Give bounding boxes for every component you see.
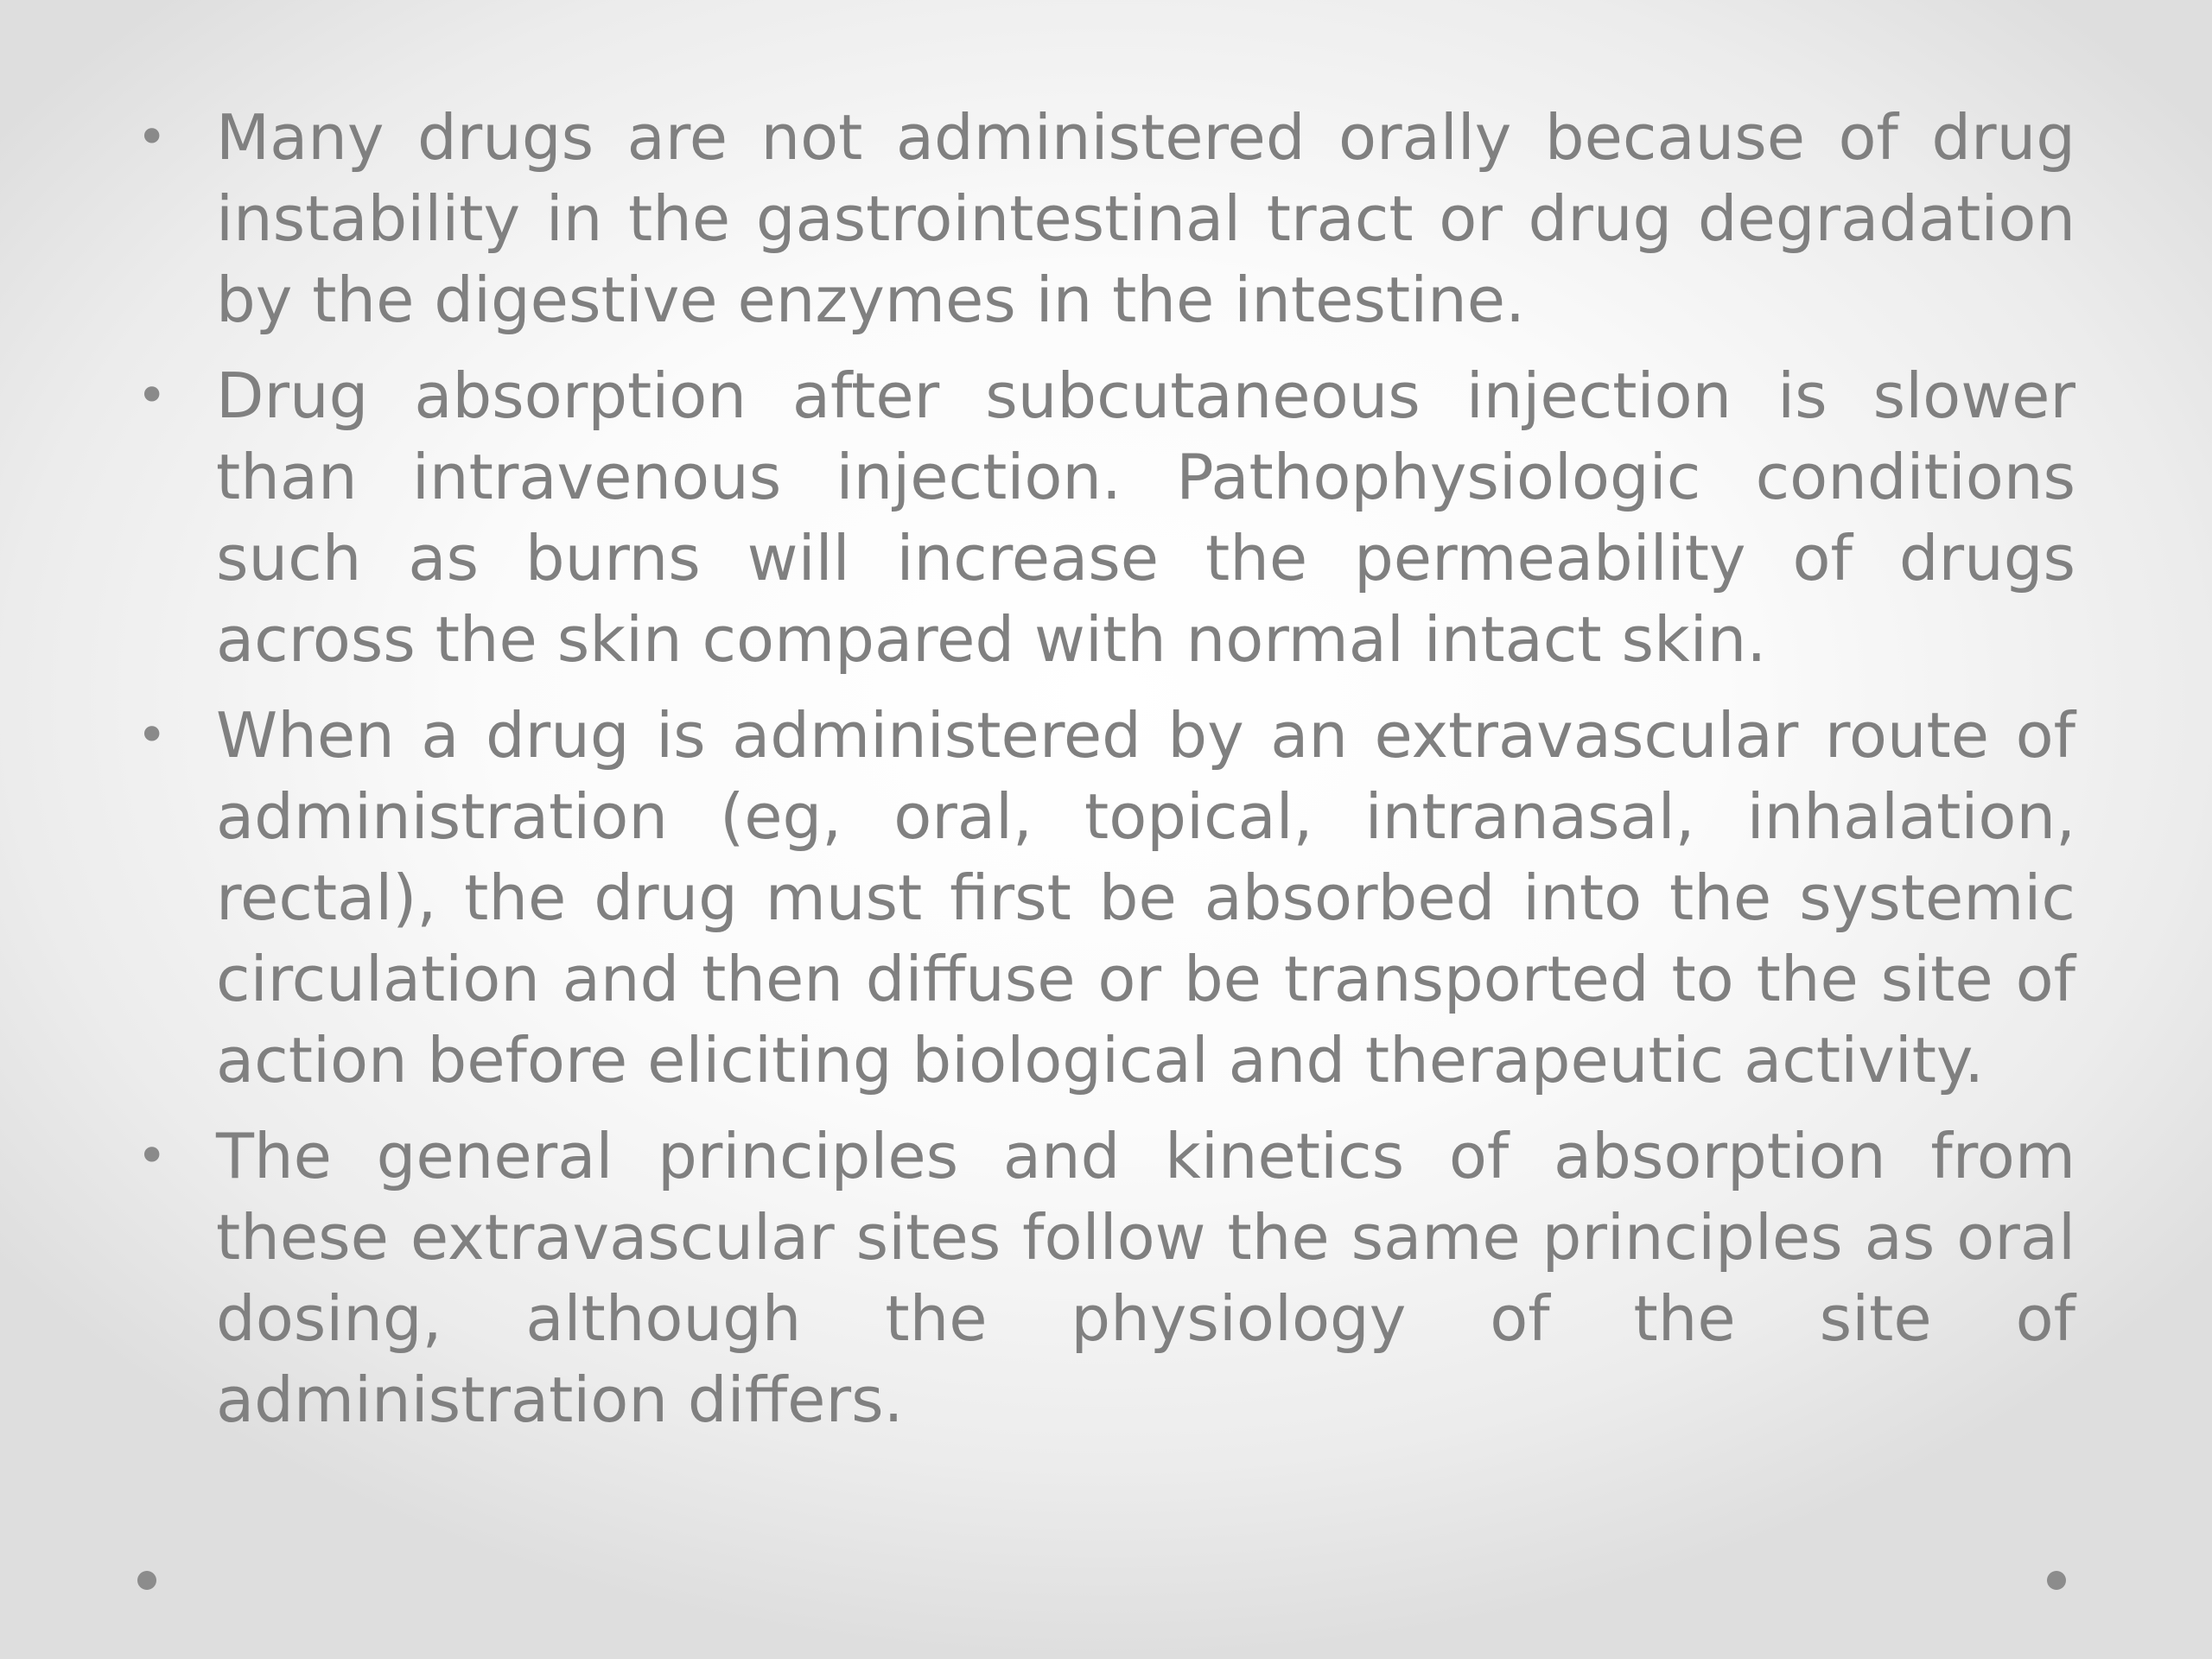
- bullet-text: Many drugs are not administered orally because of drug instability in the gastrointestinal tract or drug degradation by the digestive enzymes in the intestine.: [216, 101, 2075, 336]
- bullet-marker: •: [137, 1126, 168, 1186]
- bullet-marker: •: [137, 365, 168, 426]
- bullet-text: Drug absorption after subcutaneous injection is slower than intravenous injection. Pathophysiologic conditions such as burns will increase the permeability of drugs across the skin compared with normal intact skin.: [216, 359, 2075, 676]
- bullet-item: [137, 1116, 2075, 1440]
- bullet-text: When a drug is administered by an extravascular route of administration (eg, oral, topical, intranasal, inhalation, rectal), the drug must first be absorbed into the systemic circulation and then diffuse or be transported to the site of action before eliciting biological and therapeutic activity.: [216, 699, 2075, 1096]
- bullet-list: [137, 97, 2075, 1455]
- bullet-item: [137, 97, 2075, 340]
- bullet-marker: •: [137, 705, 168, 766]
- bullet-item: [137, 695, 2075, 1101]
- footer-dot-right-icon: [2047, 1571, 2066, 1590]
- bullet-text: The general principles and kinetics of absorption from these extravascular sites follow the same principles as oral dosing, although the physiology of the site of administration differs.: [216, 1120, 2075, 1436]
- footer-dot-left-icon: [137, 1571, 156, 1590]
- bullet-marker: •: [137, 107, 168, 168]
- bullet-item: [137, 355, 2075, 680]
